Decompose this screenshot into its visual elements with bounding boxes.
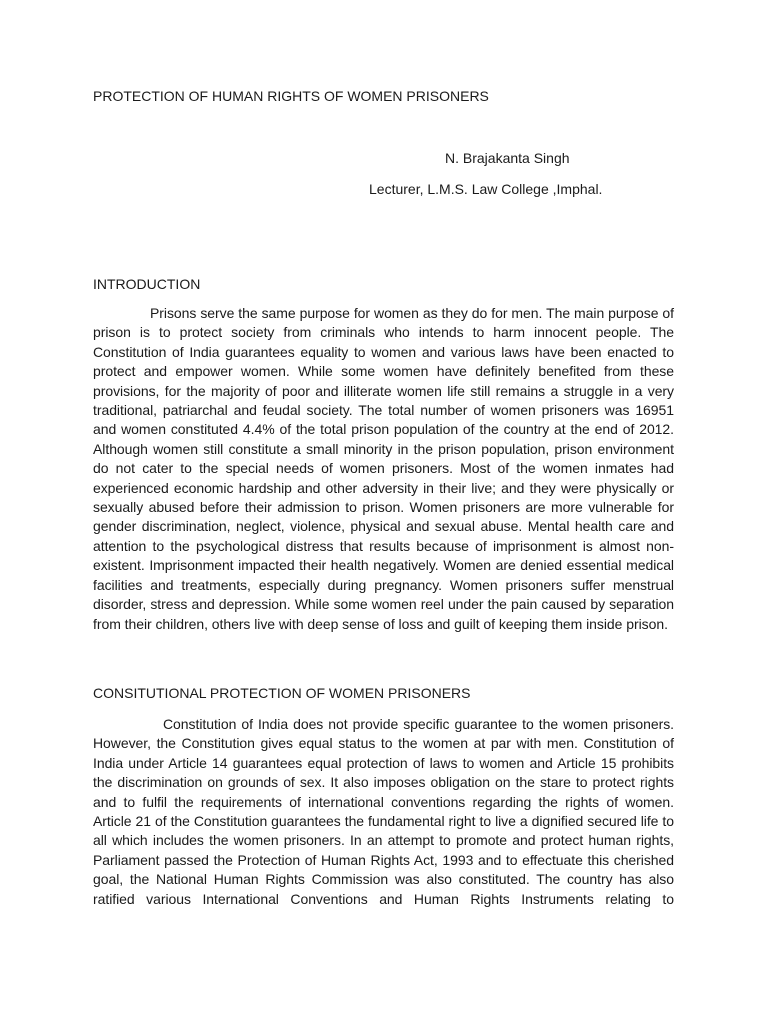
document-title: PROTECTION OF HUMAN RIGHTS OF WOMEN PRISONERS <box>93 88 489 104</box>
section-heading-constitutional-protection: CONSITUTIONAL PROTECTION OF WOMEN PRISONERS <box>93 685 471 701</box>
introduction-paragraph: Prisons serve the same purpose for women as they do for men. The main purpose of prison is to protect society from criminals who intends to harm innocent people. The Constitution of India guarantees equality to women and various laws have been enacted to protect and empower women. While some women have definitely benefited from these provisions, for the majority of poor and illiterate women life still remains a struggle in a very traditional, patriarchal and feudal society. The total number of women prisoners was 16951 and women constituted 4.4% of the total prison population of the country at the end of 2012. Although women still constitute a small minority in the prison population, prison environment do not cater to the special needs of women prisoners. Most of the women inmates had experienced economic hardship and other adversity in their live; and they were physically or sexually abused before their admission to prison. Women prisoners are more vulnerable for gender discrimination, neglect, violence, physical and sexual abuse. Mental health care and attention to the psychological distress that results because of imprisonment is almost non-existent. Imprisonment impacted their health negatively. Women are denied essential medical facilities and treatments, especially during pregnancy. Women prisoners suffer menstrual disorder, stress and depression. While some women reel under the pain caused by separation from their children, others live with deep sense of loss and guilt of keeping them inside prison. <box>93 305 674 632</box>
author-name: N. Brajakanta Singh <box>445 150 570 166</box>
constitutional-protection-paragraph: Constitution of India does not provide specific guarantee to the women prisoners. However, the Constitution gives equal status to the women at par with men. Constitution of India under Article 14 guarantees equal protection of laws to women and Article 15 prohibits the discrimination on grounds of sex. It also imposes obligation on the stare to protect rights and to fulfil the requirements of international conventions regarding the rights of women. Article 21 of the Constitution guarantees the fundamental right to live a dignified secured life to all which includes the women prisoners. In an attempt to promote and protect human rights, Parliament passed the Protection of Human Rights Act, 1993 and to effectuate this cherished goal, the National Human Rights Commission was also constituted. The country has also ratified various International Conventions and Human Rights Instruments relating to <box>93 716 674 907</box>
section-heading-introduction: INTRODUCTION <box>93 276 201 292</box>
author-affiliation: Lecturer, L.M.S. Law College ,Imphal. <box>369 181 603 197</box>
